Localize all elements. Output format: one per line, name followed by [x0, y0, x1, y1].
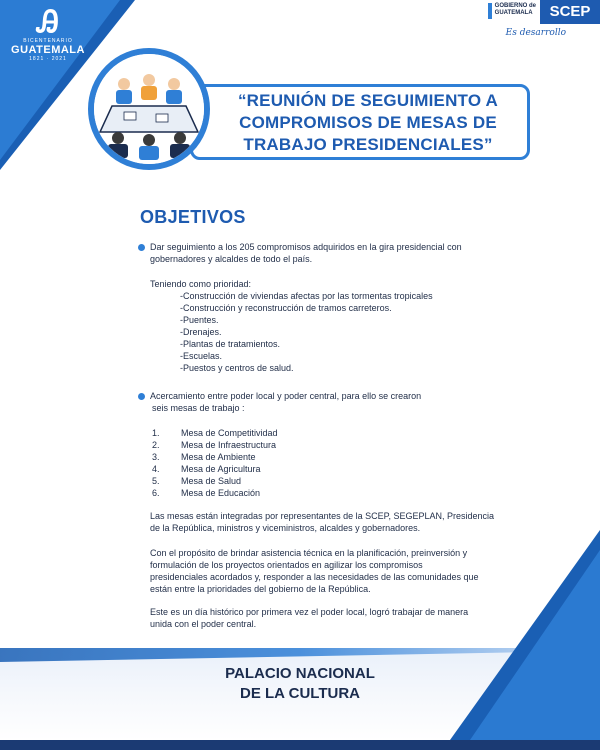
location-line1: PALACIO NACIONAL [225, 665, 375, 682]
prioridad-item: -Puestos y centros de salud. [180, 363, 294, 373]
meeting-table-icon [94, 54, 204, 164]
bullet-icon [138, 393, 145, 400]
meeting-illustration [88, 48, 210, 170]
prioridad-item: -Puentes. [180, 315, 219, 325]
mesa-num: 5. [152, 476, 160, 486]
scep-logo: SCEP [540, 0, 600, 24]
gobierno-line1: GOBIERNO de [494, 3, 536, 9]
location-line2: DE LA CULTURA [240, 685, 360, 702]
integradas-line1: Las mesas están integradas por representantes de la SCEP, SEGEPLAN, Presidencia [150, 511, 495, 521]
mesa-name: Mesa de Infraestructura [181, 440, 277, 450]
gobierno-line2: GUATEMALA [494, 10, 533, 16]
objetivos-heading: OBJETIVOS [140, 207, 246, 227]
bicentenario-small-text: BICENTENARIO [23, 38, 73, 44]
tagline: Es desarrollo [505, 28, 566, 38]
integradas-line2: de la República, ministros y viceministros, alcaldes y gobernadores. [150, 523, 421, 533]
bicentenario-logo [8, 5, 88, 62]
mesa-name: Mesa de Salud [181, 476, 242, 486]
prioridad-item: -Drenajes. [180, 327, 222, 337]
mesa-num: 1. [152, 428, 160, 438]
flag-icon [488, 3, 492, 19]
location-title [195, 664, 405, 704]
bullet1-line1: Dar seguimiento a los 205 compromisos adquiridos en la gira presidencial con [150, 242, 462, 252]
prioridad-item: -Escuelas. [180, 351, 223, 361]
bicentenario-years: 1821 · 2021 [29, 56, 67, 62]
mesa-name: Mesa de Educación [181, 488, 261, 498]
bicentenario-guatemala-text: GUATEMALA [11, 44, 85, 56]
prioridad-item: -Plantas de tratamientos. [180, 339, 281, 349]
mesa-num: 4. [152, 464, 160, 474]
mesa-name: Mesa de Competitividad [181, 428, 278, 438]
historico-line2: unida con el poder central. [150, 619, 257, 629]
bullet-icon [138, 244, 145, 251]
page-title [210, 90, 526, 156]
title-line-3: TRABAJO PRESIDENCIALES” [243, 135, 493, 154]
proposito-line1: Con el propósito de brindar asistencia técnica en la planificación, preinversión y [150, 548, 468, 558]
mesa-num: 2. [152, 440, 160, 450]
mesa-num: 6. [152, 488, 160, 498]
mesa-name: Mesa de Agricultura [181, 464, 261, 474]
bullet2-line2: seis mesas de trabajo : [152, 403, 245, 413]
mesa-name: Mesa de Ambiente [181, 452, 256, 462]
prioridad-item: -Construcción de viviendas afectas por las tormentas tropicales [180, 291, 433, 301]
prioridad-intro: Teniendo como prioridad: [150, 279, 252, 289]
prioridad-item: -Construcción y reconstrucción de tramos carreteros. [180, 303, 392, 313]
mesa-num: 3. [152, 452, 160, 462]
proposito-line2: formulación de los proyectos orientados en agilizar los compromisos [150, 560, 423, 570]
bullet1-line2: gobernadores y alcaldes de todo el país. [150, 254, 313, 264]
gobierno-logo [488, 3, 536, 19]
proposito-line4: están entre la prioridades del gobierno de la República. [150, 584, 371, 594]
bottom-right-decoration-inner [470, 550, 600, 740]
title-line-1: “REUNIÓN DE SEGUIMIENTO A [237, 91, 499, 110]
historico-line1: Este es un día histórico por primera vez el poder local, logró trabajar de manera [150, 607, 469, 617]
bottom-strip [0, 740, 600, 750]
bullet2-line1: Acercamiento entre poder local y poder central, para ello se crearon [150, 391, 422, 401]
bicentenario-mark-icon: Ꭿ [37, 5, 59, 40]
title-line-2: COMPROMISOS DE MESAS DE [239, 113, 497, 132]
proposito-line3: presidenciales acordados y, responder a las necesidades de las comunidades que [150, 572, 479, 582]
